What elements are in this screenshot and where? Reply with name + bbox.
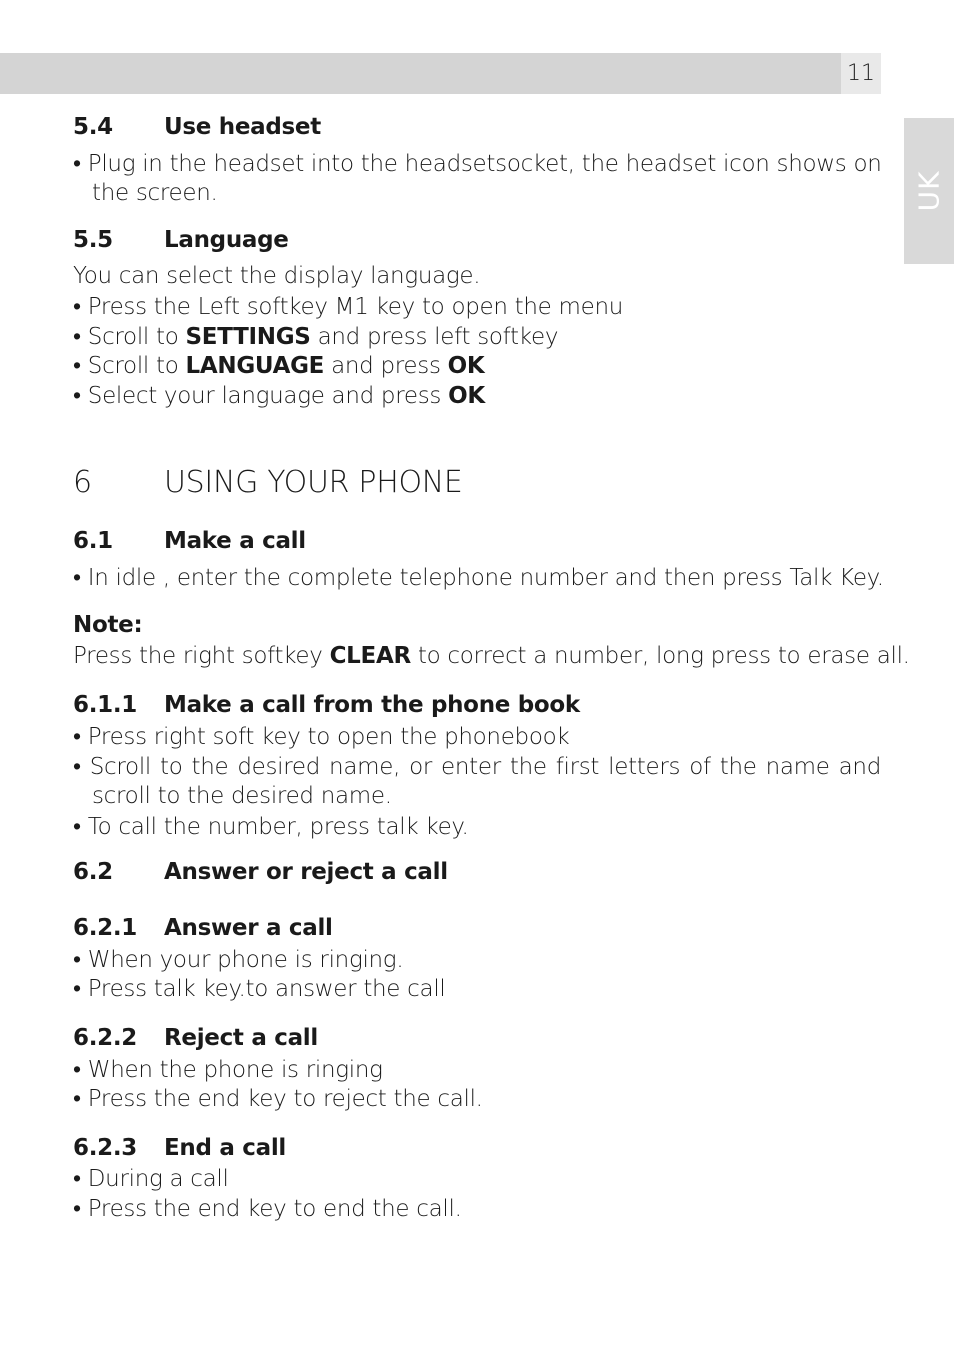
key-term: CLEAR: [329, 643, 411, 669]
section-number: 5.4: [73, 114, 113, 140]
chapter-number: 6: [73, 465, 92, 500]
section-heading-5-5: [73, 227, 289, 253]
bullet-text: • When the phone is ringing: [73, 1057, 383, 1083]
paragraph-text: You can select the display language.: [73, 263, 481, 289]
section-number: 6.2.3: [73, 1135, 137, 1161]
menu-term: LANGUAGE: [185, 353, 325, 379]
bullet-text: • During a call: [73, 1166, 229, 1192]
bullet-text: [73, 323, 558, 350]
section-title: Make a call: [164, 528, 306, 554]
section-heading-6-1-1: [73, 692, 580, 718]
menu-term: SETTINGS: [185, 324, 311, 350]
section-title: Reject a call: [164, 1025, 318, 1051]
bullet-text: • To call the number, press talk key.: [73, 814, 469, 840]
note-text-part: to correct a number, long press to erase all.: [410, 643, 910, 669]
bullet-text: • In idle , enter the complete telephone number and then press Talk Key.: [73, 565, 884, 591]
bullet-text: • Scroll to the desired name, or enter the first letters of the name and: [73, 754, 881, 780]
note-label: Note:: [73, 612, 143, 638]
note-text-part: Press the right softkey: [73, 643, 330, 669]
chapter-heading-6: [73, 465, 463, 500]
bullet-text: • Press the end key to reject the call.: [73, 1086, 483, 1112]
bullet-text: • Press the Left softkey M1 key to open the menu: [73, 294, 624, 320]
chapter-title: USING YOUR PHONE: [164, 465, 463, 500]
menu-term: OK: [448, 383, 485, 409]
bullet-text-part: and press left softkey: [310, 324, 559, 350]
bullet-text: • Press right soft key to open the phonebook: [73, 724, 570, 750]
section-heading-6-2-1: [73, 915, 333, 941]
bullet-text: • When your phone is ringing.: [73, 947, 404, 973]
section-number: 5.5: [73, 227, 113, 253]
language-tab: [904, 118, 954, 264]
bullet-text: • Press the end key to end the call.: [73, 1196, 462, 1222]
bullet-text-continuation: the screen.: [92, 180, 218, 206]
section-title: Answer a call: [164, 915, 333, 941]
page-number: 11: [841, 53, 881, 94]
section-heading-6-2-3: [73, 1135, 286, 1161]
bullet-text: • Plug in the headset into the headsetsocket, the headset icon shows on: [73, 151, 882, 177]
note-text: [73, 643, 910, 669]
section-heading-6-2-2: [73, 1025, 318, 1051]
bullet-text: [73, 382, 485, 409]
bullet-text-part: and press: [324, 353, 448, 379]
section-heading-6-2: [73, 859, 448, 885]
bullet-text-continuation: scroll to the desired name.: [92, 783, 392, 809]
section-heading-6-1: [73, 528, 306, 554]
section-title: Answer or reject a call: [164, 859, 448, 885]
section-title: Use headset: [164, 114, 321, 140]
section-number: 6.2.2: [73, 1025, 137, 1051]
section-number: 6.2: [73, 859, 113, 885]
section-number: 6.1.1: [73, 692, 137, 718]
section-number: 6.2.1: [73, 915, 137, 941]
bullet-text-part: • Scroll to: [73, 324, 186, 350]
header-bar: [0, 53, 841, 94]
section-title: End a call: [164, 1135, 287, 1161]
section-title: Language: [164, 227, 289, 253]
section-title: Make a call from the phone book: [164, 692, 580, 718]
language-tab-label: UK: [912, 170, 946, 212]
menu-term: OK: [447, 353, 485, 379]
section-number: 6.1: [73, 528, 113, 554]
bullet-text: [73, 352, 484, 379]
bullet-text-part: • Scroll to: [73, 353, 186, 379]
section-heading-5-4: [73, 114, 321, 140]
bullet-text: • Press talk key.to answer the call: [73, 976, 446, 1002]
bullet-text-part: • Select your language and press: [73, 383, 449, 409]
